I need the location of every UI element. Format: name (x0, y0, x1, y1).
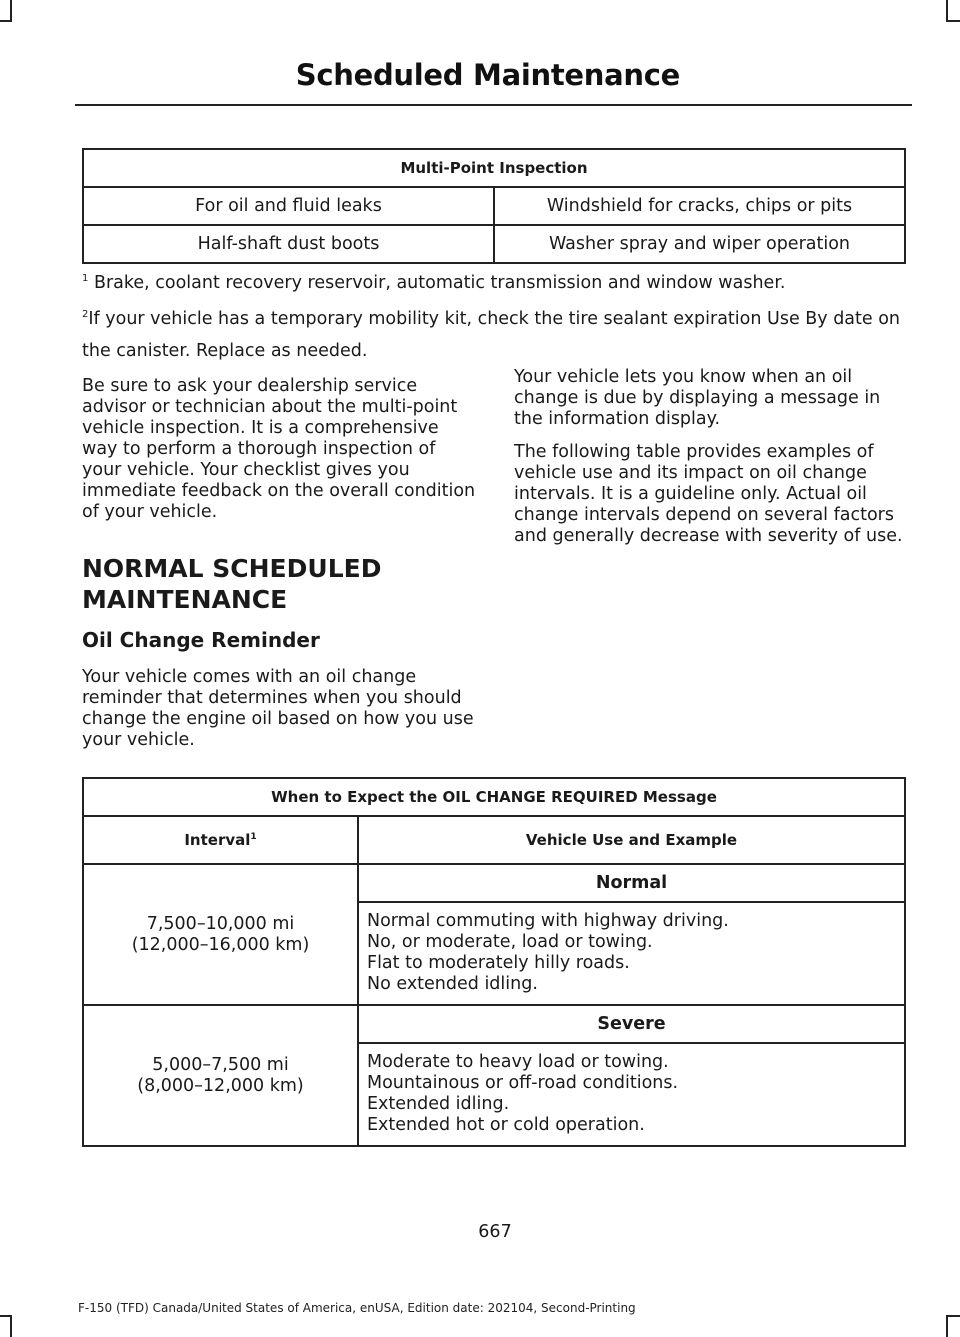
table-cell: For oil and fluid leaks (83, 187, 494, 225)
body-paragraph: The following table provides examples of vehicle use and its impact on oil change intervals. It is a guideline only. Actual oil change intervals depend on several factors and generally decrease with severity of use. (514, 442, 903, 546)
left-column (82, 376, 477, 763)
multi-point-inspection-table (82, 148, 906, 264)
footnote-text: If your vehicle has a temporary mobility kit, check the tire sealant expiration Use By date on the canister. Replace as needed. (82, 308, 901, 361)
interval-cell: 7,500–10,000 mi (12,000–16,000 km) (83, 864, 358, 1005)
category-label: Severe (358, 1005, 905, 1043)
crop-mark (946, 0, 948, 20)
table-row (83, 187, 905, 225)
table-row (83, 864, 905, 902)
page-title: Scheduled Maintenance (295, 58, 680, 92)
footnote-mark: 2 (82, 308, 89, 320)
category-label: Normal (358, 864, 905, 902)
crop-mark (946, 1317, 948, 1337)
column-header-vehicle-use: Vehicle Use and Example (358, 816, 905, 864)
oil-change-table (82, 777, 906, 1147)
table-title: When to Expect the OIL CHANGE REQUIRED Message (83, 778, 905, 816)
section-heading: NORMAL SCHEDULED MAINTENANCE (82, 554, 382, 614)
crop-mark (946, 1315, 960, 1317)
table-title: Multi-Point Inspection (83, 149, 905, 187)
footnote-text: Brake, coolant recovery reservoir, automatic transmission and window washer. (88, 272, 786, 293)
footnotes (82, 263, 912, 367)
body-paragraph: Your vehicle lets you know when an oil change is due by displaying a message in the information display. (514, 367, 881, 429)
crop-mark (10, 0, 12, 20)
crop-mark (0, 20, 12, 22)
right-column (514, 367, 909, 559)
page-number: 667 (478, 1222, 512, 1242)
table-cell: Windshield for cracks, chips or pits (494, 187, 905, 225)
crop-mark (946, 20, 960, 22)
intro-paragraph: Be sure to ask your dealership service advisor or technician about the multi-point vehicle inspection. It is a comprehensive way to perform a thorough inspection of your vehicle. Your checklist gives you immediate feedback on the overall condition of your vehicle. (82, 376, 476, 522)
crop-mark (0, 1315, 12, 1317)
edition-info: F-150 (TFD) Canada/United States of America, enUSA, Edition date: 202104, Second-Printing (78, 1301, 636, 1315)
table-row (83, 1005, 905, 1043)
header-divider (75, 104, 912, 106)
usage-description: Normal commuting with highway driving. No, or moderate, load or towing. Flat to moderately hilly roads. No extended idling. (358, 902, 905, 1005)
sub-heading: Oil Change Reminder (82, 628, 320, 652)
footnote-mark: 1 (250, 832, 257, 842)
table-cell: Half-shaft dust boots (83, 225, 494, 263)
table-cell: Washer spray and wiper operation (494, 225, 905, 263)
footnote-1 (82, 263, 912, 299)
column-header-interval: Interval$^1$ (83, 816, 358, 864)
table-row (83, 225, 905, 263)
table-header-row (83, 816, 905, 864)
footnote-2 (82, 299, 912, 367)
usage-description: Moderate to heavy load or towing. Mountainous or off-road conditions. Extended idling. Extended hot or cold operation. (358, 1043, 905, 1146)
crop-mark (10, 1317, 12, 1337)
footnote-mark: 1 (82, 273, 89, 284)
interval-cell: 5,000–7,500 mi (8,000–12,000 km) (83, 1005, 358, 1146)
body-paragraph: Your vehicle comes with an oil change reminder that determines when you should change the engine oil based on how you use your vehicle. (82, 667, 474, 750)
